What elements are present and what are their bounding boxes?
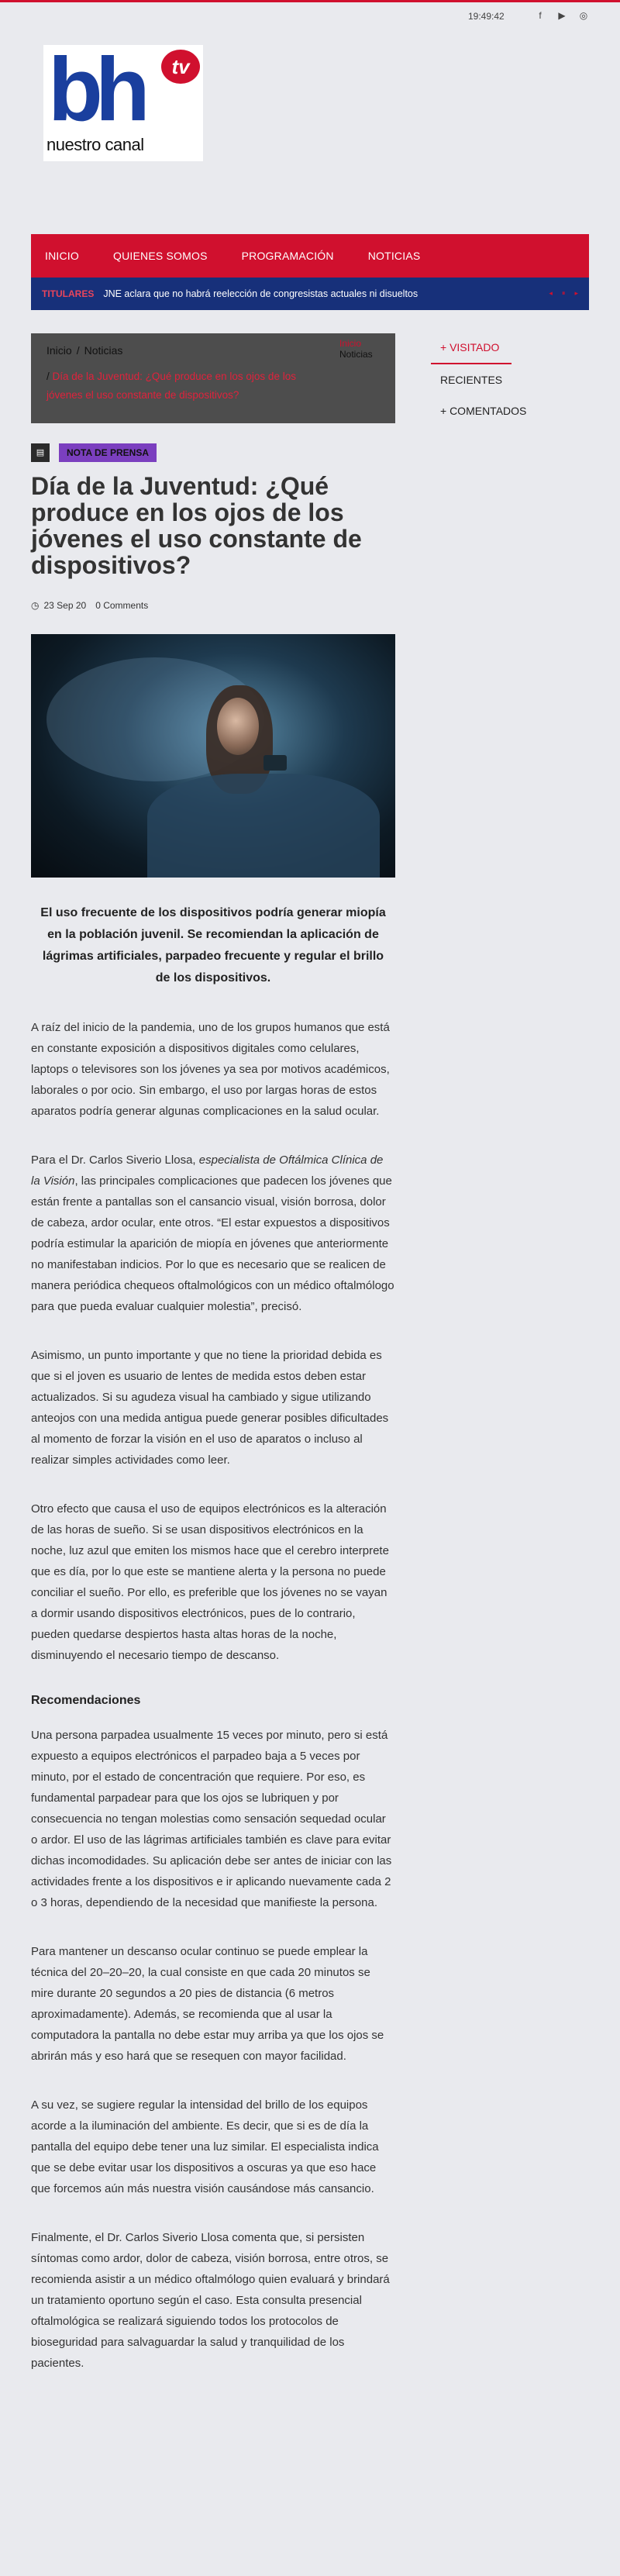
pause-icon[interactable]: ⏸ <box>561 289 566 297</box>
section-heading: Recomendaciones <box>31 1694 141 1707</box>
breadcrumb-section[interactable]: Noticias <box>84 344 123 357</box>
paragraph: Para mantener un descanso ocular continuo se puede emplear la técnica del 20–20–20, la cual consiste en que cada 20 minutos se mire durante 20 segundos a 20 pies de distancia (6 metros aproximadamente). Además, se recomienda que al usar la computadora la pantalla no debe estar muy arriba ya que los ojos se abrirán más y eso hará que se resequen con mayor facilidad. <box>31 1945 384 2063</box>
paragraph <box>31 1150 395 1317</box>
paragraph: A su vez, se sugiere regular la intensidad del brillo de los equipos acorde a la iluminación del ambiente. Es decir, que si es de día la pantalla del equipo debe tener una luz similar. El especialista indica que se debe evitar usar los dispositivos a oscuras ya que eso hace que forcemos aún más nuestra visión causándose más cansancio. <box>31 2098 379 2195</box>
logo-letters: bh <box>48 39 143 140</box>
breadcrumb-current: Día de la Juventud: ¿Qué produce en los ojos de los jóvenes el uso constante de dispositivos? <box>46 371 296 401</box>
ticker-controls <box>549 289 578 298</box>
nav-item-inicio[interactable]: INICIO <box>45 250 79 262</box>
clock-icon: ◷ <box>31 600 40 611</box>
nav-item-noticias[interactable]: NOTICIAS <box>367 250 421 262</box>
breadcrumb-side-home[interactable]: Inicio <box>339 338 362 349</box>
clock: 19:49:42 <box>468 11 505 22</box>
paragraph: Finalmente, el Dr. Carlos Siverio Llosa comenta que, si persisten síntomas como ardor, dolor de cabeza, visión borrosa, entre otros, se recomienda asistir a un médico oftalmólogo quien evaluará y brindará un tratamiento oportuno según el caso. Esta consulta presencial oftalmológica se realizará siguiendo todos los protocolos de bioseguridad para salvaguardar la salud y tranquilidad de los pacientes. <box>31 2231 390 2370</box>
logo-subtitle: nuestro canal <box>46 135 144 154</box>
breadcrumb: Inicio / Noticias / Día de la Juventud: ¿Qué produce en los ojos de los jóvenes el uso constante de dispositivos? Inicio Noticias <box>31 333 395 423</box>
breadcrumb-side-section[interactable]: Noticias <box>339 349 373 360</box>
article-meta <box>31 600 395 611</box>
ticker-label: TITULARES <box>42 288 95 299</box>
comments-link[interactable]: 0 Comments <box>95 600 149 611</box>
paragraph: Asimismo, un punto importante y que no tiene la prioridad debida es que si el joven es usuario de lentes de medida estos deben estar actualizados. Si su agudeza visual ha cambiado y sigue utilizando anteojos con una medida antigua puede generar posibles dificultades al momento de forzar la visión en el uso de aparatos o incluso al realizar simples actividades como leer. <box>31 1349 389 1467</box>
paragraph-text: Para el Dr. Carlos Siverio Llosa, <box>31 1154 199 1167</box>
paragraph: A raíz del inicio de la pandemia, uno de los grupos humanos que está en constante exposición a dispositivos digitales como celulares, laptops o televisores son los jóvenes ya sea por motivos académicos, laborales o por ocio. Sin embargo, el uso por largas horas de estos aparatos podría generar algunas complicaciones en la salud ocular. <box>31 1021 390 1118</box>
headline-ticker <box>31 278 589 310</box>
paragraph-text: , las principales complicaciones que padecen los jóvenes que están frente a pantallas son el cansancio visual, visión borrosa, dolor de cabeza, ardor ocular, ente otros. “El estar expuestos a dispositivos podría estimular la aparición de miopía en jóvenes que anteriormente no manifestaban indicios. Por lo que es necesario que se realicen de manera periódica chequeos oftalmológicos con un médico oftalmólogo para que pueda evaluar cualquier molestia”, precisó. <box>31 1174 394 1313</box>
ticker-headline[interactable]: JNE aclara que no habrá reelección de congresistas actuales ni disueltos <box>103 288 418 299</box>
tab-visitado[interactable]: + VISITADO <box>431 332 512 364</box>
tab-recientes[interactable]: RECIENTES <box>440 374 503 386</box>
paragraph: Otro efecto que causa el uso de equipos electrónicos es la alteración de las horas de sueño. Si se usan dispositivos electrónicos en la noche, luz azul que emiten los mismos hace que el cerebro interprete que es día, por lo que este se mantiene alerta y la persona no puede conciliar el sueño. Por ello, es preferible que los jóvenes no se vayan a dormir usando dispositivos electrónicos, pues de lo contrario, pueden quedarse despiertos hasta altas horas de la noche, disminuyendo el necesario tiempo de descanso. <box>31 1502 389 1662</box>
paragraph-emphasis: especialista de Oftálmica Clínica de la Visión <box>31 1154 384 1188</box>
prev-icon[interactable]: ◂ <box>549 289 553 297</box>
logo-tv-badge: tv <box>161 50 200 84</box>
category-tag[interactable]: NOTA DE PRENSA <box>59 443 157 462</box>
paragraph: Una persona parpadea usualmente 15 veces por minuto, pero si está expuesto a equipos electrónicos el parpadeo baja a 5 veces por minuto, por el estado de concentración que requiere. Por eso, es fundamental parpadear para que los ojos se lubriquen y por consecuencia no tengan molestias como sensación sequedad ocular o ardor. El uso de las lágrimas artificiales también es clave para evitar dichas incomodidades. Su aplicación debe ser antes de iniciar con las actividades frente a los dispositivos e ir aplicando nuevamente cada 2 o 3 horas, dependiendo de la necesidad que manifieste la persona. <box>31 1729 392 1909</box>
article-hero-image <box>31 634 395 878</box>
document-icon: ▤ <box>31 443 50 462</box>
facebook-icon[interactable]: f <box>539 10 542 21</box>
top-bar <box>0 2 620 32</box>
article-lead: El uso frecuente de los dispositivos podría generar miopía en la población juvenil. Se recomiendan la aplicación de lágrimas artificiales, parpadeo frecuente y regular el brillo de los dispositivos. <box>40 906 386 985</box>
main-nav <box>31 234 589 278</box>
article <box>31 443 395 2374</box>
youtube-icon[interactable]: ▶ <box>558 10 566 21</box>
instagram-icon[interactable]: ◎ <box>579 10 588 21</box>
sidebar-tabs <box>431 332 589 426</box>
nav-item-programacion[interactable]: PROGRAMACIÓN <box>241 250 334 262</box>
article-date: 23 Sep 20 <box>43 600 87 611</box>
site-logo[interactable] <box>43 39 203 161</box>
breadcrumb-home[interactable]: Inicio <box>46 344 72 357</box>
social-links <box>535 10 589 21</box>
next-icon[interactable]: ▸ <box>574 289 578 297</box>
article-title: Día de la Juventud: ¿Qué produce en los ojos de los jóvenes el uso constante de dispositivos? <box>31 472 362 579</box>
breadcrumb-side <box>339 338 378 360</box>
nav-item-quienes-somos[interactable]: QUIENES SOMOS <box>112 250 208 262</box>
tab-comentados[interactable]: + COMENTADOS <box>440 405 527 417</box>
